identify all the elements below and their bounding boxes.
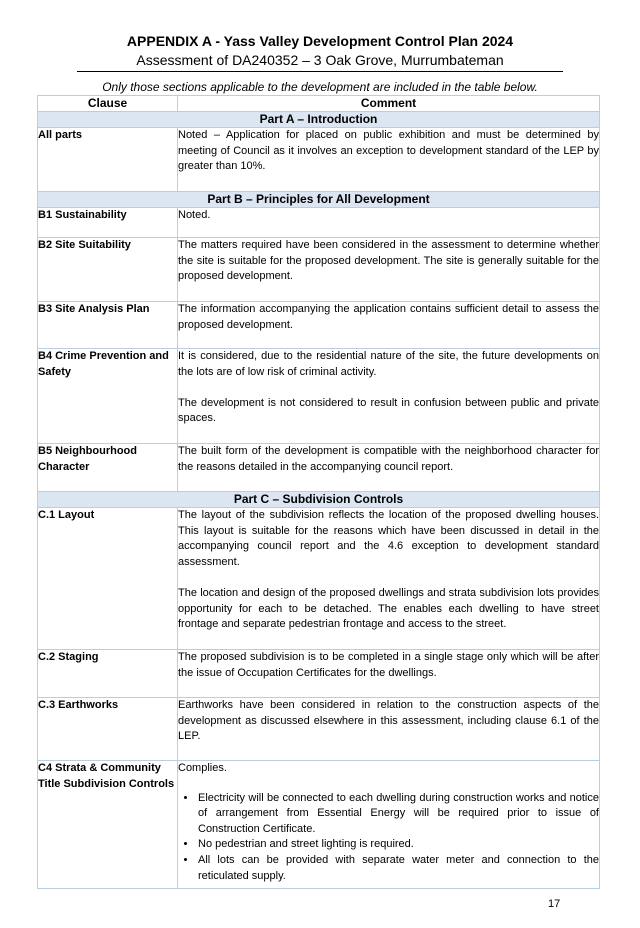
comment-cell — [178, 508, 600, 650]
comment-text: The location and design of the proposed dwellings and strata subdivision lots provides opportunity for each to be detached. The enables each dwelling to have street frontage and separate pedestrian frontage and access to the street. — [178, 586, 599, 631]
table-row — [38, 698, 600, 761]
comment-cell — [178, 238, 600, 302]
comment-cell — [178, 761, 600, 889]
table-row — [38, 128, 600, 192]
document-title: APPENDIX A - Yass Valley Development Control Plan 2024 — [126, 33, 514, 49]
table-row — [38, 650, 600, 698]
table-note: Only those sections applicable to the development are included in the table below. — [102, 80, 538, 94]
comment-text: Complies. — [178, 762, 227, 774]
clause-cell: C.3 Earthworks — [38, 698, 178, 761]
clause-cell: B4 Crime Prevention and Safety — [38, 349, 178, 444]
header-divider — [77, 71, 563, 72]
comment-text: The layout of the subdivision reflects the location of the proposed dwelling houses. This layout is suitable for the reasons which have been discussed in detail in the accompanying council report and the 4.6 exception to development standard assessment. — [178, 509, 599, 568]
section-row-part-a — [38, 112, 600, 128]
clause-cell: B5 Neighbourhood Character — [38, 444, 178, 492]
table-row — [38, 508, 600, 650]
section-heading: Part C – Subdivision Controls — [38, 492, 600, 508]
table-row — [38, 761, 600, 889]
comment-cell — [178, 208, 600, 238]
clause-cell: B1 Sustainability — [38, 208, 178, 238]
clause-cell: C.2 Staging — [38, 650, 178, 698]
table-row — [38, 349, 600, 444]
clause-cell: B2 Site Suitability — [38, 238, 178, 302]
clause-cell: C.1 Layout — [38, 508, 178, 650]
comment-text: The development is not considered to result in confusion between public and private spaces. — [178, 396, 599, 425]
table-header-row — [38, 96, 600, 112]
comment-text: Noted. — [178, 209, 211, 221]
comment-cell — [178, 128, 600, 192]
comment-text: The matters required have been considered in the assessment to determine whether the site is suitable for the proposed development. The site is generally suitable for the proposed development. — [178, 239, 599, 283]
bullet-item: • All lots can be provided with separate water meter and connection to the reticulated supply. — [197, 853, 599, 884]
comment-cell — [178, 650, 600, 698]
table-row — [38, 302, 600, 349]
page-header — [0, 31, 640, 70]
table-row — [38, 238, 600, 302]
comment-text: It is considered, due to the residential nature of the site, the future developments on the lots are of low risk of criminal activity. — [178, 350, 599, 378]
comment-text: Noted – Application for placed on public exhibition and must be determined by meeting of Council as it involves an exception to development standard of the LEP by greater than 10%. — [178, 129, 599, 173]
document-subtitle: Assessment of DA240352 – 3 Oak Grove, Murrumbateman — [136, 52, 504, 68]
column-header-clause: Clause — [38, 96, 178, 112]
section-row-part-b — [38, 192, 600, 208]
clause-cell: C4 Strata & Community Title Subdivision Controls — [38, 761, 178, 889]
comment-text: The information accompanying the application contains sufficient detail to assess the proposed development. — [178, 303, 599, 331]
clause-cell: All parts — [38, 128, 178, 192]
table-row — [38, 444, 600, 492]
section-row-part-c — [38, 492, 600, 508]
bullet-item: • No pedestrian and street lighting is required. — [197, 837, 599, 853]
section-heading: Part A – Introduction — [38, 112, 600, 128]
comment-cell — [178, 444, 600, 492]
bullet-item: • Electricity will be connected to each dwelling during construction works and notice of arrangement from Essential Energy will be required prior to issue of Construction Certificate. — [197, 791, 599, 838]
comment-text: The built form of the development is compatible with the neighborhood character for the reasons detailed in the accompanying council report. — [178, 445, 599, 473]
bullet-list — [178, 791, 599, 885]
page-number: 17 — [548, 898, 561, 910]
comment-cell — [178, 698, 600, 761]
comment-text: The proposed subdivision is to be completed in a single stage only which will be after the issue of Occupation Certificates for the dwellings. — [178, 651, 599, 679]
table-row — [38, 208, 600, 238]
comment-text: Earthworks have been considered in relation to the construction aspects of the development as discussed elsewhere in this assessment, including clause 6.1 of the LEP. — [178, 699, 599, 743]
comment-cell — [178, 302, 600, 349]
clause-cell: B3 Site Analysis Plan — [38, 302, 178, 349]
section-heading: Part B – Principles for All Development — [38, 192, 600, 208]
comment-cell — [178, 349, 600, 444]
column-header-comment: Comment — [178, 96, 600, 112]
assessment-table — [37, 95, 600, 889]
